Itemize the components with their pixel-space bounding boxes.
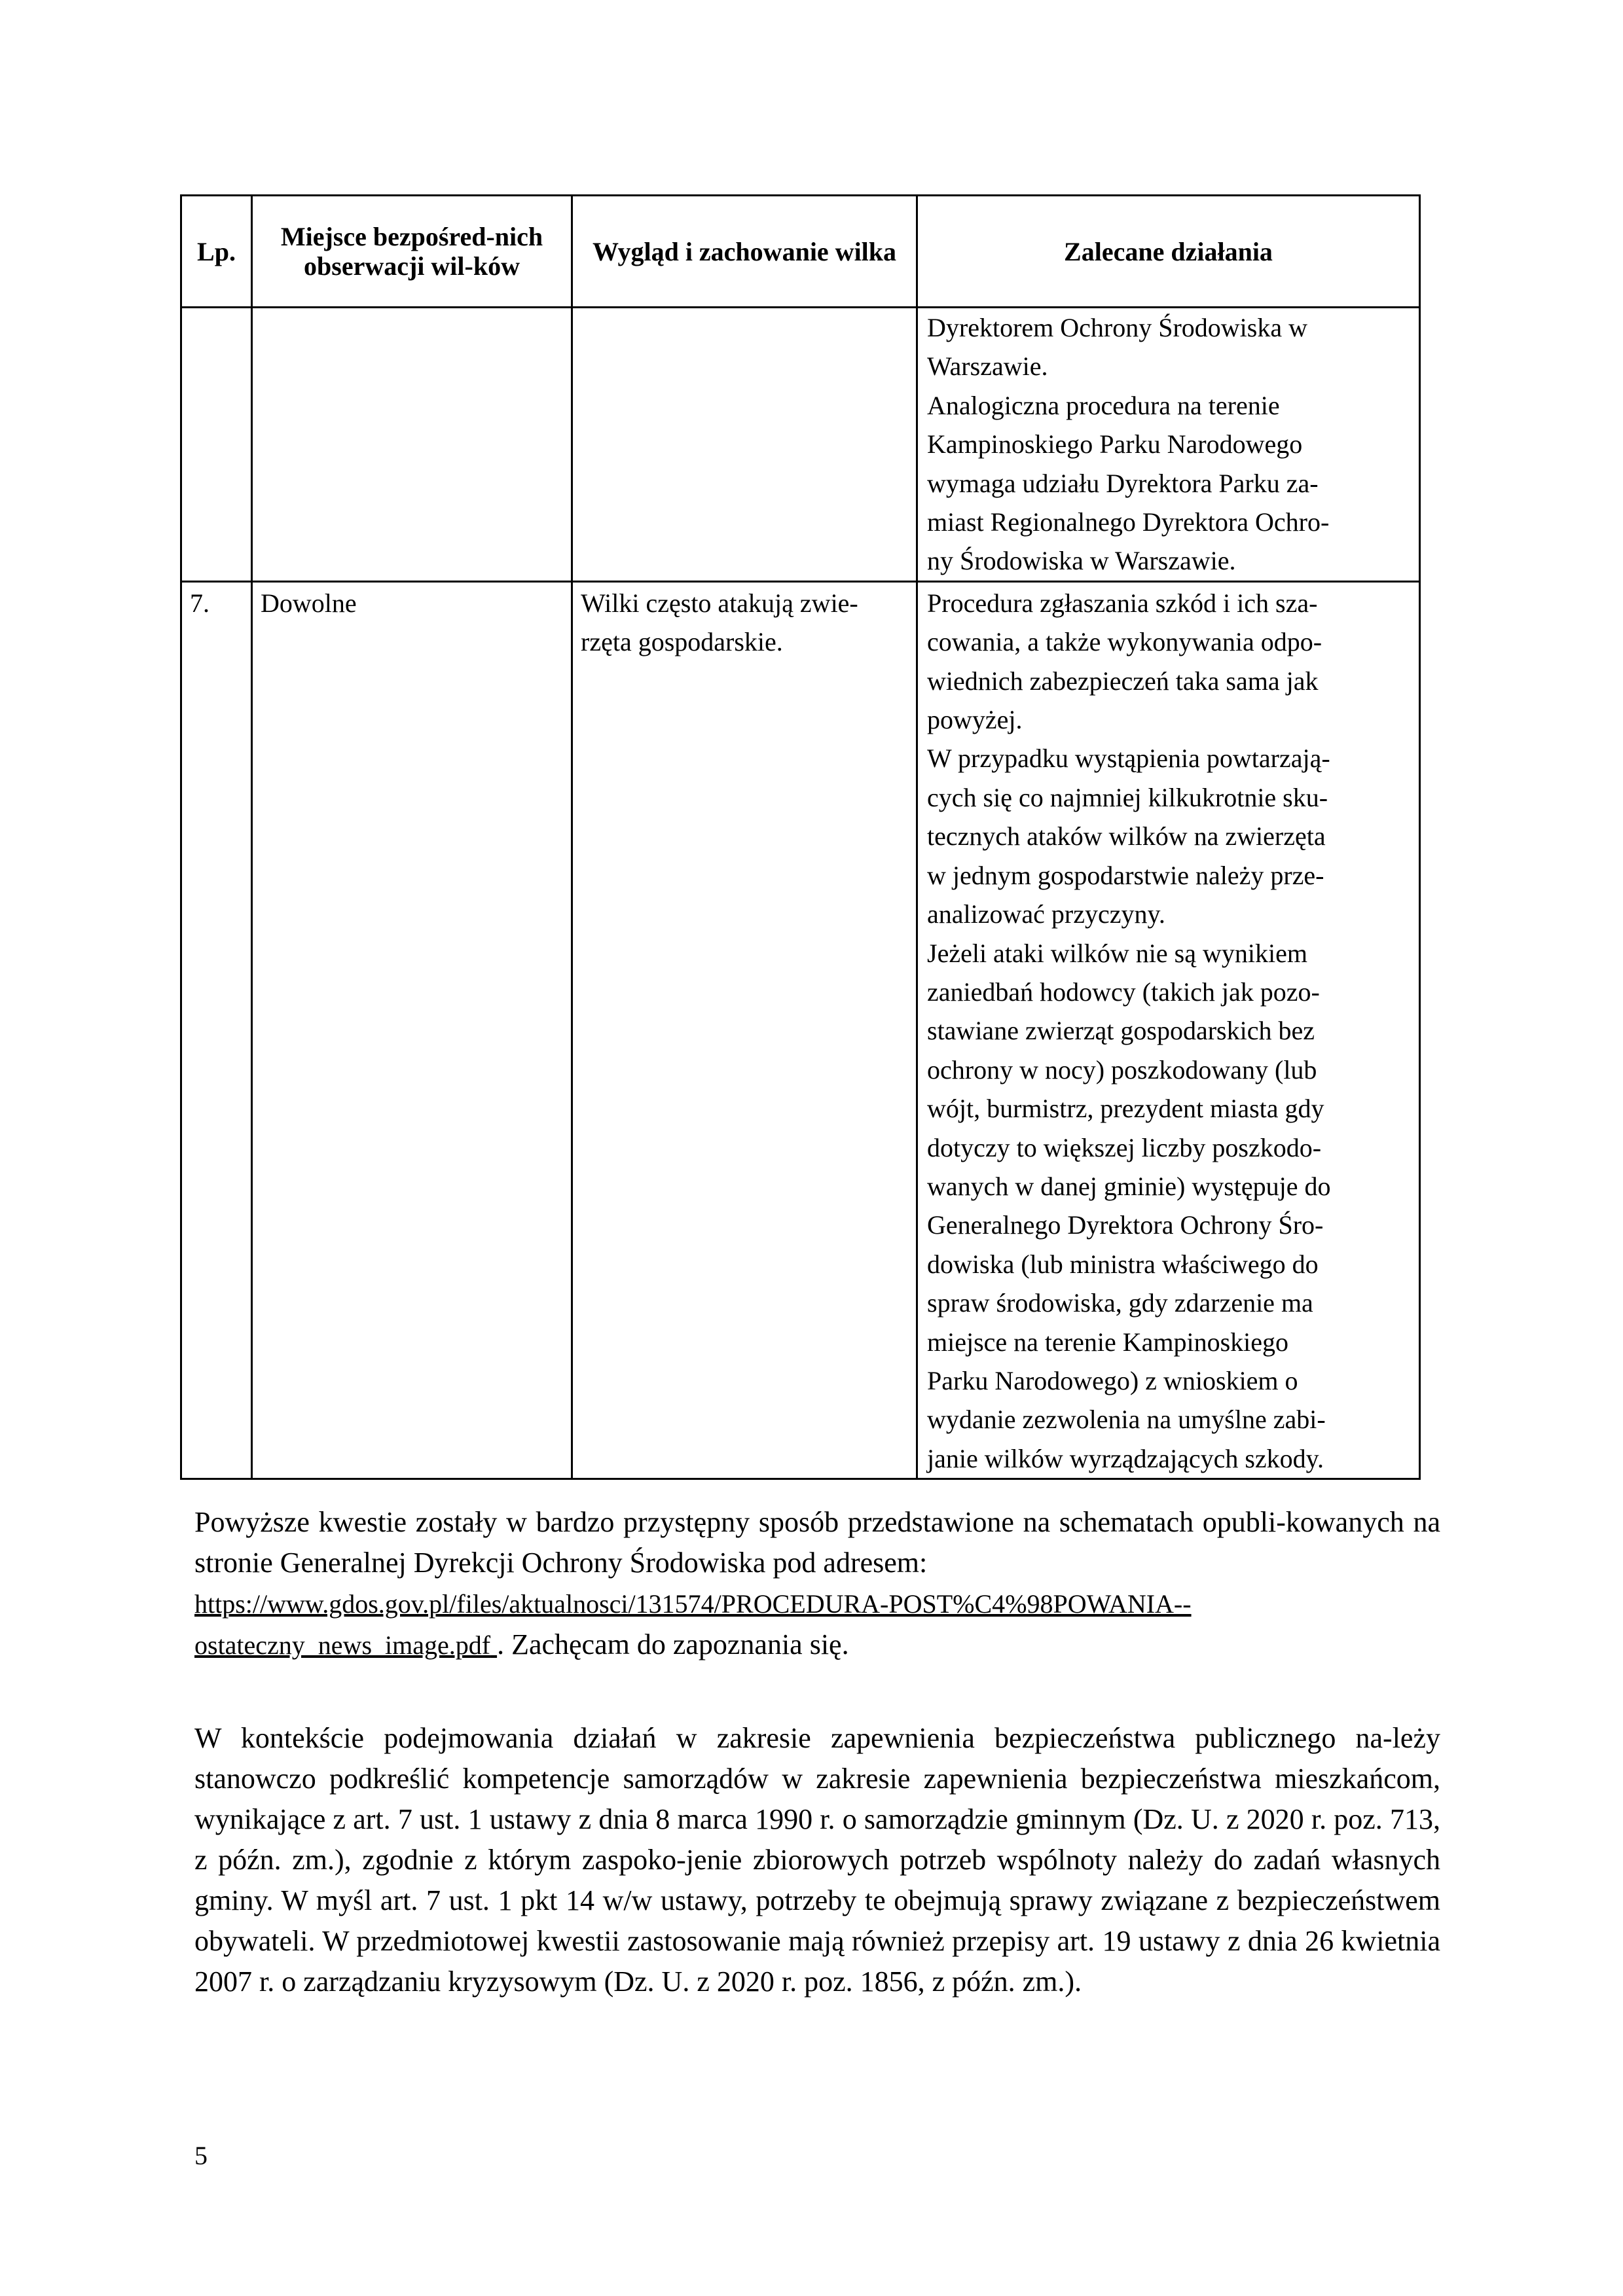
action-line: dowiska (lub ministra właściwego do: [927, 1249, 1319, 1279]
paragraph-gdos-lead: Powyższe kwestie zostały w bardzo przystępny sposób przedstawione na schematach opubli-kowanych na stronie Generalnej Dyrekcji Ochrony Środowiska pod adresem:: [194, 1506, 1440, 1579]
paragraph-gdos-tail: . Zachęcam do zapoznania się.: [497, 1628, 849, 1660]
action-line: cowania, a także wykonywania odpo-: [927, 627, 1322, 657]
gdos-link-line1: https://www.gdos.gov.pl/files/aktualnosci/131574/PROCEDURA-POST%C4%98POWANIA--: [194, 1589, 1192, 1619]
paragraph-local-government: W kontekście podejmowania działań w zakresie zapewnienia bezpieczeństwa publicznego na-leży stanowczo podkreślić kompetencje samorządów w zakresie zapewnienia bezpieczeństwa mieszkańcom, wynikające z art. 7 ust. 1 ustawy z dnia 8 marca 1990 r. o samorządzie gminnym (Dz. U. z 2020 r. poz. 713, z późn. zm.), zgodnie z którym zaspoko-jenie zbiorowych potrzeb wspólnoty należy do zadań własnych gminy. W myśl art. 7 ust. 1 pkt 14 w/w ustawy, potrzeby te obejmują sprawy związane z bezpieczeństwem obywateli. W przedmiotowej kwestii zastosowanie mają również przepisy art. 19 ustawy z dnia 26 kwietnia 2007 r. o zarządzaniu kryzysowym (Dz. U. z 2020 r. poz. 1856, z późn. zm.).: [194, 1722, 1440, 1998]
action-line: ochrony w nocy) poszkodowany (lub: [927, 1054, 1317, 1085]
table-row-7: [181, 581, 1420, 1479]
cell-lp-continued: [181, 308, 252, 582]
look-line: Wilki często atakują zwie-: [581, 588, 858, 618]
cell-place-7: Dowolne: [252, 581, 572, 1479]
action-line: Procedura zgłaszania szkód i ich sza-: [927, 588, 1318, 618]
action-line: miejsce na terenie Kampinoskiego: [927, 1327, 1289, 1357]
header-lp: Lp.: [181, 196, 252, 308]
header-look: Wygląd i zachowanie wilka: [572, 196, 917, 308]
action-line: powyżej.: [927, 705, 1023, 735]
cell-look-7: [572, 581, 917, 1479]
action-line: wydanie zezwolenia na umyślne zabi-: [927, 1405, 1326, 1435]
action-line: Warszawie.: [927, 351, 1048, 382]
action-line: Generalnego Dyrektora Ochrony Śro-: [927, 1210, 1324, 1240]
action-line: spraw środowiska, gdy zdarzenie ma: [927, 1288, 1313, 1318]
action-line: dotyczy to większej liczby poszkodo-: [927, 1132, 1322, 1162]
header-place-text: Miejsce bezpośred-nich obserwacji wil-ków: [280, 222, 543, 281]
action-line: w jednym gospodarstwie należy prze-: [927, 860, 1324, 890]
page-number: 5: [194, 2141, 208, 2170]
action-line: Dyrektorem Ochrony Środowiska w: [927, 313, 1307, 342]
action-line: Kampinoskiego Parku Narodowego: [927, 429, 1303, 459]
action-line: cych się co najmniej kilkukrotnie sku-: [927, 782, 1328, 812]
action-line: analizować przyczyny.: [927, 899, 1165, 929]
paragraph-gdos-schemes: [194, 1502, 1440, 1666]
cell-place-continued: [252, 308, 572, 582]
action-line: Jeżeli ataki wilków nie są wynikiem: [927, 938, 1307, 968]
wolf-procedure-table: [180, 194, 1421, 1480]
action-line: wójt, burmistrz, prezydent miasta gdy: [927, 1094, 1324, 1124]
cell-look-continued: [572, 308, 917, 582]
gdos-link-line2: ostateczny_news_image.pdf: [194, 1630, 491, 1660]
action-line: wanych w danej gminie) występuje do: [927, 1171, 1331, 1201]
action-line: Parku Narodowego) z wnioskiem o: [927, 1365, 1298, 1395]
action-line: janie wilków wyrządzających szkody.: [927, 1443, 1324, 1473]
action-line: stawiane zwierząt gospodarskich bez: [927, 1016, 1315, 1046]
action-line: Analogiczna procedura na terenie: [927, 390, 1280, 420]
action-line: W przypadku wystąpienia powtarzają-: [927, 744, 1330, 774]
header-action: Zalecane działania: [917, 196, 1420, 308]
cell-action-continued: [917, 308, 1420, 582]
table-header-row: [181, 196, 1420, 308]
action-line: tecznych ataków wilków na zwierzęta: [927, 821, 1326, 852]
action-line: wymaga udziału Dyrektora Parku za-: [927, 468, 1319, 498]
cell-action-7: [917, 581, 1420, 1479]
header-place: [252, 196, 572, 308]
look-line: rzęta gospodarskie.: [581, 627, 783, 657]
action-line: ny Środowiska w Warszawie.: [927, 546, 1236, 576]
action-line: wiednich zabezpieczeń taka sama jak: [927, 666, 1319, 696]
action-line: zaniedbań hodowcy (takich jak pozo-: [927, 977, 1320, 1007]
cell-lp-7: 7.: [181, 581, 252, 1479]
table-row-continued: [181, 308, 1420, 582]
action-line: miast Regionalnego Dyrektora Ochro-: [927, 507, 1330, 537]
